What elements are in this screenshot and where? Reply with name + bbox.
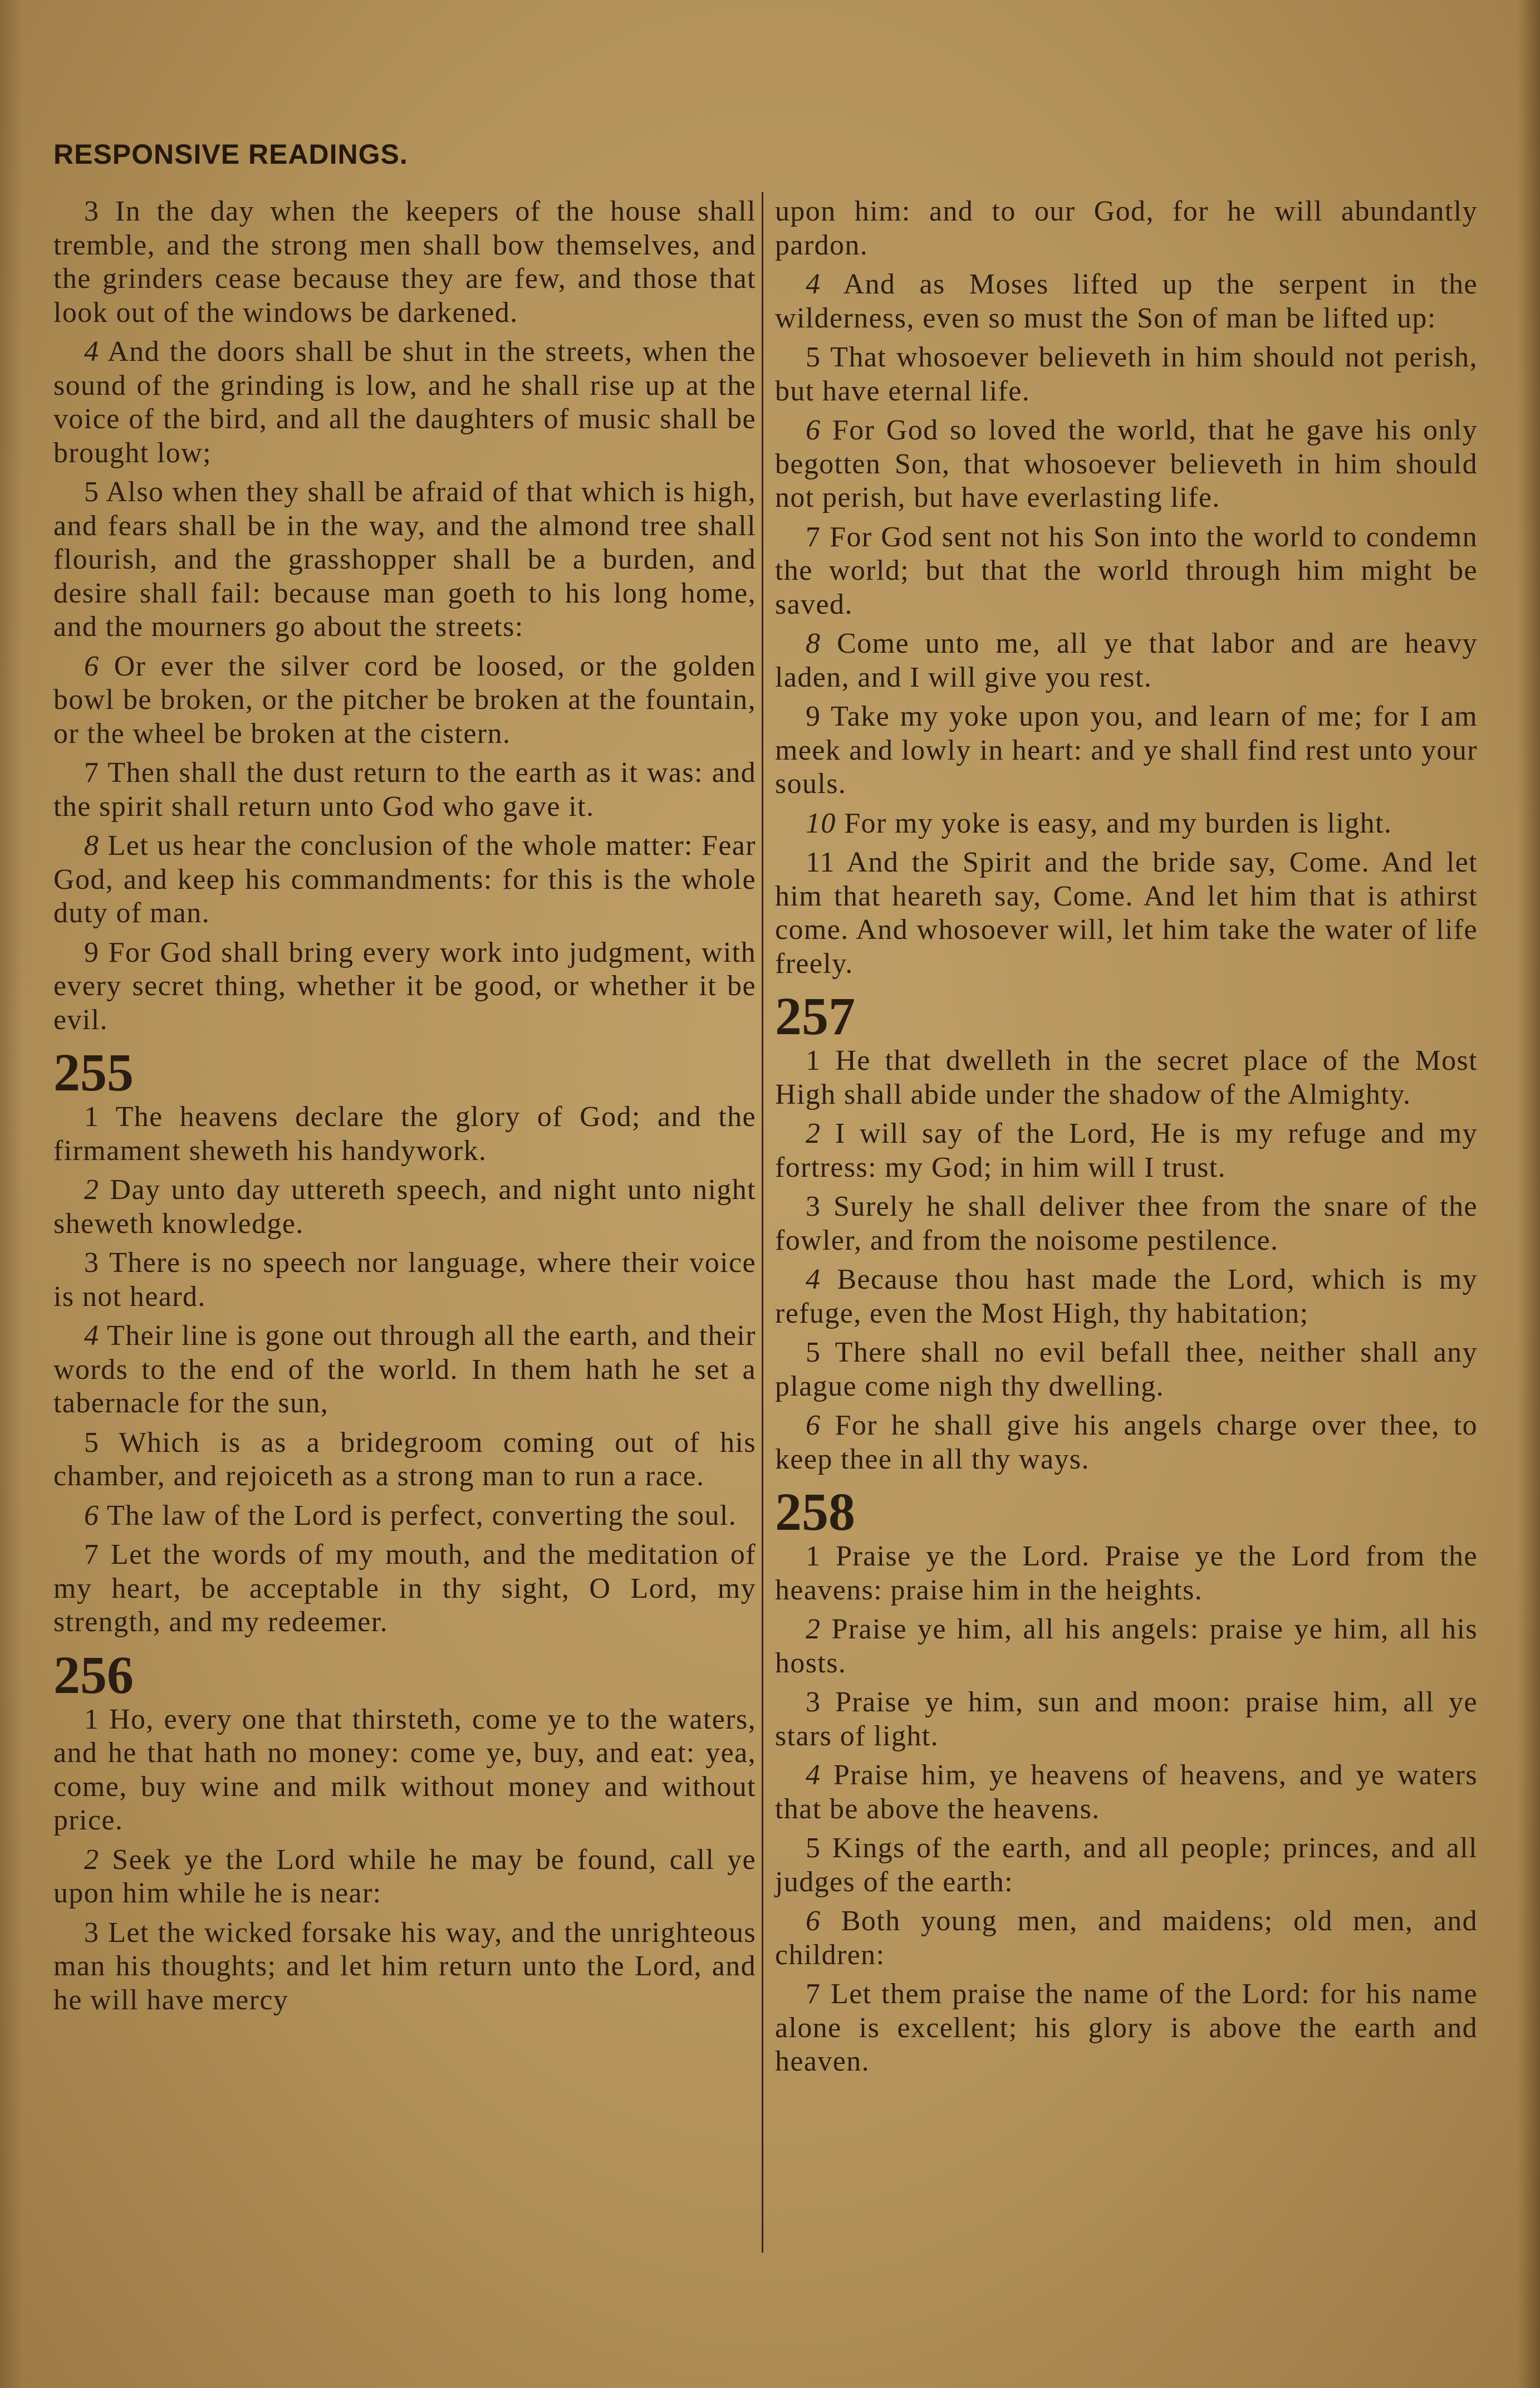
verse <box>53 1499 756 1533</box>
verse <box>775 846 1478 981</box>
verse-number: 4 <box>84 336 100 368</box>
verse-text: upon him: and to our God, for he will abundantly pardon. <box>775 195 1478 261</box>
verse <box>53 1246 756 1314</box>
verse <box>775 1540 1478 1607</box>
verse <box>53 1426 756 1494</box>
verse-number: 1 <box>84 1101 100 1133</box>
page-edge-left <box>0 0 22 2388</box>
verse <box>775 1978 1478 2079</box>
verse <box>775 1044 1478 1112</box>
page-edge-right <box>1518 0 1540 2388</box>
verse <box>53 1538 756 1640</box>
verse <box>53 756 756 824</box>
verse-number: 4 <box>806 1264 821 1295</box>
verse <box>775 1686 1478 1753</box>
verse-text: The heavens declare the glory of God; and the firmament sheweth his handywork. <box>53 1101 756 1167</box>
verse-number: 2 <box>806 1118 821 1149</box>
verse <box>775 1832 1478 1899</box>
verse-number: 10 <box>806 807 836 839</box>
verse-number: 5 <box>806 1337 821 1368</box>
verse-text: Let them praise the name of the Lord: for his name alone is excellent; his glory is above the earth and heaven. <box>775 1978 1478 2077</box>
verse-text: The law of the Lord is perfect, converting the soul. <box>106 1499 737 1531</box>
verse <box>53 829 756 931</box>
verse-number: 2 <box>84 1843 100 1876</box>
verse-number: 6 <box>806 414 821 446</box>
verse-number: 6 <box>806 1410 821 1441</box>
verse-text: Or ever the silver cord be loosed, or the golden bowl be broken, or the pitcher be broken at the fountain, or the wheel be broken at the cistern. <box>53 650 756 750</box>
verse-text: Let the wicked forsake his way, and the unrighteous man his thoughts; and let him return unto the Lord, and he will have mercy <box>53 1916 756 2016</box>
verse-number: 1 <box>806 1540 821 1572</box>
verse-text: In the day when the keepers of the house shall tremble, and the strong men shall bow themselves, and the grinders cease because they are few, and those that look out of the windows be darkened. <box>53 195 756 329</box>
verse-text: Because thou hast made the Lord, which is my refuge, even the Most High, thy habitation; <box>775 1264 1478 1329</box>
verse-number: 5 <box>806 341 821 373</box>
verse <box>775 1905 1478 1972</box>
verse-number: 6 <box>806 1905 821 1937</box>
verse-number: 4 <box>806 268 821 300</box>
verse-text: Praise ye him, all his angels: praise ye him, all his hosts. <box>775 1613 1478 1679</box>
verse <box>775 1613 1478 1680</box>
verse-number: 11 <box>806 846 835 878</box>
verse-number: 7 <box>84 757 100 789</box>
verse-text: Both young men, and maidens; old men, and children: <box>775 1905 1478 1971</box>
verse-number: 8 <box>806 628 821 659</box>
verse-text: For God shall bring every work into judgment, with every secret thing, whether it be good, or whether it be evil. <box>53 936 756 1036</box>
verse-number: 9 <box>806 701 821 732</box>
verse-number: 4 <box>806 1759 821 1791</box>
verse-text: I will say of the Lord, He is my refuge and my fortress: my God; in him will I trust. <box>775 1118 1478 1183</box>
verse-text: For he shall give his angels charge over thee, to keep thee in all thy ways. <box>775 1410 1478 1475</box>
verse <box>775 1117 1478 1185</box>
verse <box>775 341 1478 408</box>
left-column <box>53 195 756 2023</box>
verse-number: 5 <box>84 1426 100 1459</box>
verse-text: Day unto day uttereth speech, and night unto night sheweth knowledge. <box>53 1174 756 1240</box>
verse <box>775 1759 1478 1826</box>
verse-number: 3 <box>84 1247 100 1279</box>
verse-number: 9 <box>84 936 100 968</box>
verse-text: Ho, every one that thirsteth, come ye to the waters, and he that hath no money: come ye, buy, and eat: yea, come, buy wine and milk without money and without price. <box>53 1703 756 1836</box>
verse <box>53 335 756 470</box>
verse-text: And the doors shall be shut in the streets, when the sound of the grinding is low, and he shall rise up at the voice of the bird, and all the daughters of music shall be brought low; <box>53 336 757 469</box>
verse-number: 2 <box>806 1613 821 1645</box>
verse-text: Praise ye him, sun and moon: praise him, all ye stars of light. <box>775 1686 1478 1752</box>
verse-number: 1 <box>84 1703 100 1735</box>
verse-number: 7 <box>806 1978 821 2010</box>
verse <box>53 195 756 330</box>
verse-text: Praise him, ye heavens of heavens, and ye waters that be above the heavens. <box>775 1759 1478 1825</box>
verse-number: 6 <box>84 1499 100 1531</box>
verse-number: 3 <box>806 1191 821 1222</box>
verse-text: He that dwelleth in the secret place of the Most High shall abide under the shadow of the Almighty. <box>775 1045 1478 1110</box>
verse-text: Seek ye the Lord while he may be found, call ye upon him while he is near: <box>53 1843 757 1909</box>
verse-number: 1 <box>806 1045 821 1076</box>
verse-text: There shall no evil befall thee, neither shall any plague come nigh thy dwelling. <box>775 1337 1478 1402</box>
verse-text: For my yoke is easy, and my burden is light. <box>844 807 1392 839</box>
verse-text: Let the words of my mouth, and the meditation of my heart, be acceptable in thy sight, O Lord, my strength, and my redeemer. <box>53 1539 756 1638</box>
reading-number-heading: 256 <box>53 1645 134 1705</box>
verse-number: 7 <box>84 1539 100 1570</box>
verse <box>775 1190 1478 1257</box>
verse <box>53 1319 756 1421</box>
verse-number: 5 <box>84 476 100 508</box>
verse-number: 3 <box>84 1916 100 1949</box>
verse-text: For God sent not his Son into the world to condemn the world; but that the world through him might be saved. <box>775 521 1478 620</box>
verse-text: Take my yoke upon you, and learn of me; for I am meek and lowly in heart: and ye shall find rest unto your souls. <box>775 701 1478 800</box>
verse-number: 3 <box>806 1686 821 1718</box>
verse-text: Praise ye the Lord. Praise ye the Lord from the heavens: praise him in the heights. <box>775 1540 1478 1606</box>
verse <box>53 936 756 1038</box>
verse <box>53 1100 756 1168</box>
right-column <box>775 195 1478 2084</box>
verse-text: And as Moses lifted up the serpent in the wilderness, even so must the Son of man be lifted up: <box>775 268 1478 334</box>
verse-text: Then shall the dust return to the earth as it was: and the spirit shall return unto God who gave it. <box>53 757 757 823</box>
verse-number: 6 <box>84 650 100 682</box>
verse <box>775 1409 1478 1476</box>
page-header: RESPONSIVE READINGS. <box>53 139 408 170</box>
verse <box>53 1173 756 1241</box>
verse-number: 5 <box>806 1832 821 1864</box>
verse <box>53 476 756 644</box>
verse-text: That whosoever believeth in him should not perish, but have eternal life. <box>775 341 1478 407</box>
verse <box>775 268 1478 335</box>
verse <box>775 700 1478 801</box>
reading-number-heading: 258 <box>775 1482 855 1542</box>
verse-text: Surely he shall deliver thee from the snare of the fowler, and from the noisome pestilence. <box>775 1191 1478 1256</box>
verse <box>775 807 1478 841</box>
verse-text: And the Spirit and the bride say, Come. And let him that heareth say, Come. And let him that is athirst come. And whosoever will, let him take the water of life freely. <box>775 846 1478 980</box>
verse <box>53 650 756 751</box>
verse-number: 2 <box>84 1174 100 1206</box>
verse-number: 8 <box>84 830 100 862</box>
verse-text: For God so loved the world, that he gave his only begotten Son, that whosoever believeth in him should not perish, but have everlasting life. <box>775 414 1478 513</box>
verse-text: Also when they shall be afraid of that which is high, and fears shall be in the way, and the almond tree shall flourish, and the grasshopper shall be a burden, and desire shall fail: because man goeth to his long home, and the mourners go about the streets: <box>53 476 756 643</box>
verse <box>775 1263 1478 1330</box>
verse-text: Their line is gone out through all the earth, and their words to the end of the world. In them hath he set a tabernacle for the sun, <box>53 1320 756 1419</box>
reading-number-heading: 255 <box>53 1043 134 1102</box>
verse <box>53 1703 756 1838</box>
verse-text: Which is as a bridegroom coming out of his chamber, and rejoiceth as a strong man to run a race. <box>53 1426 756 1492</box>
verse-text: Let us hear the conclusion of the whole matter: Fear God, and keep his commandments: for this is the whole duty of man. <box>53 830 756 929</box>
column-divider <box>762 192 763 2253</box>
verse <box>775 414 1478 515</box>
verse-number: 4 <box>84 1320 100 1352</box>
verse <box>53 1916 756 2018</box>
verse-number: 7 <box>806 521 821 553</box>
reading-number-heading: 257 <box>775 986 855 1046</box>
verse-continuation <box>775 195 1478 262</box>
verse <box>775 521 1478 622</box>
verse-number: 3 <box>84 195 100 227</box>
verse-text: There is no speech nor language, where their voice is not heard. <box>53 1247 756 1313</box>
verse <box>775 1336 1478 1403</box>
verse-text: Come unto me, all ye that labor and are heavy laden, and I will give you rest. <box>775 628 1478 693</box>
verse <box>775 627 1478 694</box>
verse <box>53 1843 756 1911</box>
verse-text: Kings of the earth, and all people; princes, and all judges of the earth: <box>775 1832 1478 1898</box>
